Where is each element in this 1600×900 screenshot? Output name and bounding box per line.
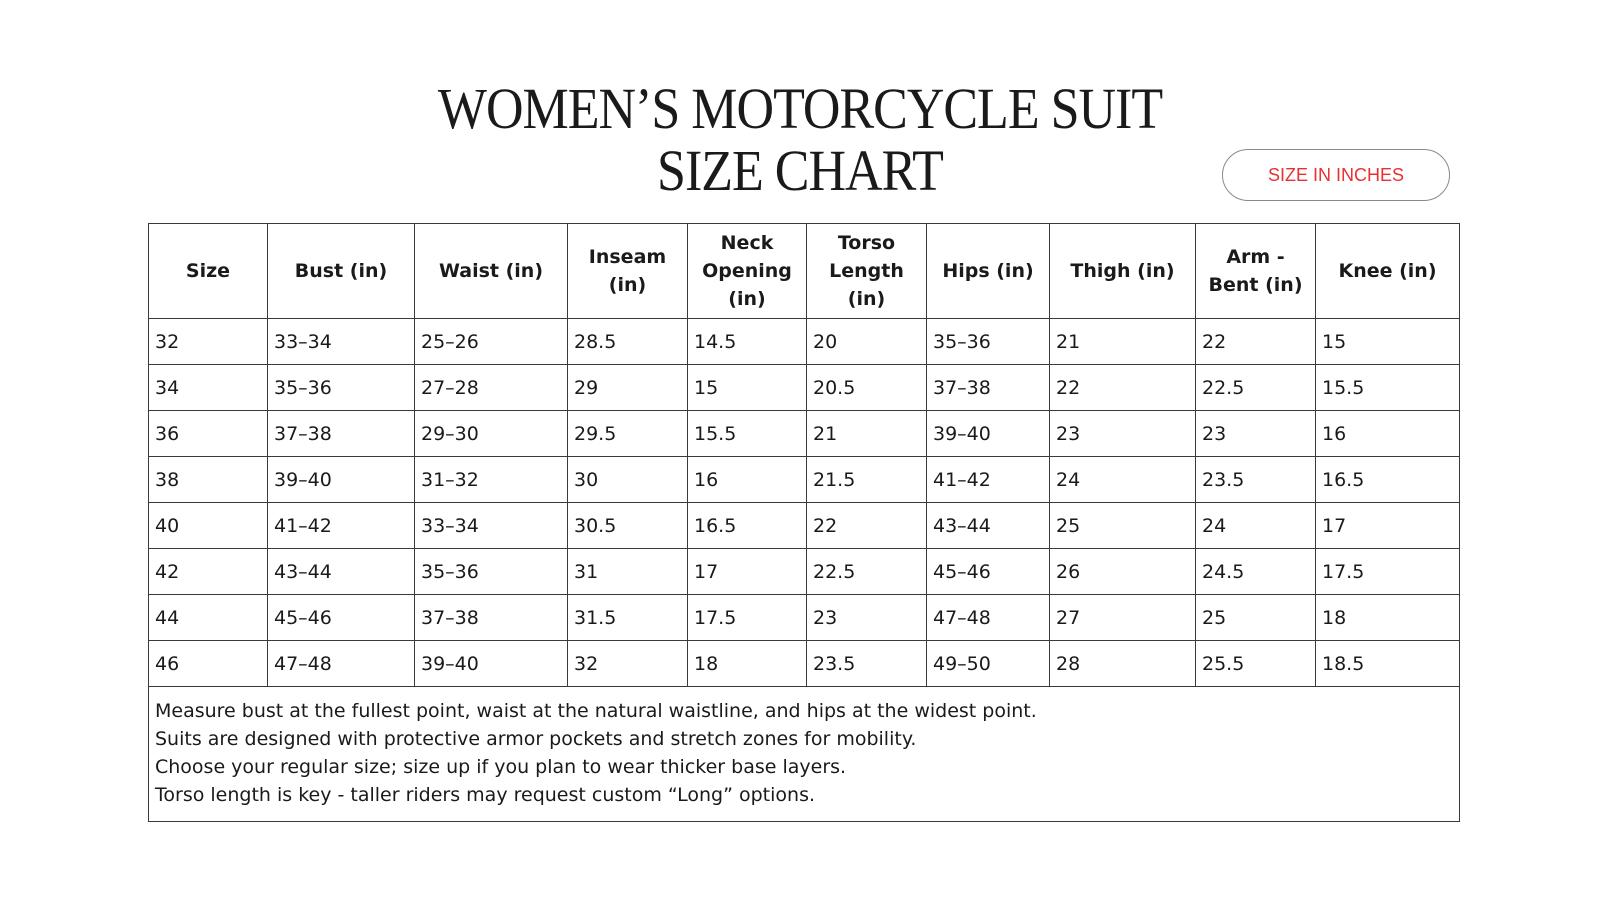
column-header-hips: Hips (in): [927, 224, 1050, 319]
cell-waist: 27–28: [415, 365, 568, 411]
cell-hips: 41–42: [927, 457, 1050, 503]
cell-bust: 35–36: [268, 365, 415, 411]
table-row: [149, 457, 1460, 503]
cell-waist: 39–40: [415, 641, 568, 687]
column-header-bust: Bust (in): [268, 224, 415, 319]
cell-neck-opening: 14.5: [688, 319, 807, 365]
cell-torso-length: 22: [807, 503, 927, 549]
cell-bust: 33–34: [268, 319, 415, 365]
cell-bust: 45–46: [268, 595, 415, 641]
cell-size: 46: [149, 641, 268, 687]
cell-inseam: 29.5: [568, 411, 688, 457]
cell-inseam: 31: [568, 549, 688, 595]
size-chart-table: [148, 223, 1460, 822]
table-header-row: [149, 224, 1460, 319]
cell-torso-length: 20: [807, 319, 927, 365]
table-row: [149, 365, 1460, 411]
cell-torso-length: 23: [807, 595, 927, 641]
cell-bust: 41–42: [268, 503, 415, 549]
cell-knee: 17: [1316, 503, 1460, 549]
cell-size: 42: [149, 549, 268, 595]
cell-waist: 33–34: [415, 503, 568, 549]
table-row: [149, 641, 1460, 687]
column-header-thigh: Thigh (in): [1050, 224, 1196, 319]
cell-thigh: 22: [1050, 365, 1196, 411]
cell-knee: 18.5: [1316, 641, 1460, 687]
cell-thigh: 27: [1050, 595, 1196, 641]
cell-neck-opening: 17.5: [688, 595, 807, 641]
cell-torso-length: 21.5: [807, 457, 927, 503]
cell-neck-opening: 16.5: [688, 503, 807, 549]
cell-inseam: 28.5: [568, 319, 688, 365]
page-title-line-2: SIZE CHART: [657, 139, 943, 204]
cell-thigh: 23: [1050, 411, 1196, 457]
cell-hips: 49–50: [927, 641, 1050, 687]
cell-neck-opening: 15.5: [688, 411, 807, 457]
cell-neck-opening: 15: [688, 365, 807, 411]
cell-thigh: 24: [1050, 457, 1196, 503]
cell-arm-bent: 23: [1196, 411, 1316, 457]
cell-size: 34: [149, 365, 268, 411]
cell-arm-bent: 24: [1196, 503, 1316, 549]
cell-waist: 29–30: [415, 411, 568, 457]
cell-hips: 35–36: [927, 319, 1050, 365]
cell-arm-bent: 22.5: [1196, 365, 1316, 411]
table-row: [149, 503, 1460, 549]
table-row: [149, 319, 1460, 365]
page-title-line-1: WOMEN’S MOTORCYCLE SUIT: [437, 77, 1163, 142]
cell-knee: 17.5: [1316, 549, 1460, 595]
cell-torso-length: 21: [807, 411, 927, 457]
cell-size: 44: [149, 595, 268, 641]
note-line: Choose your regular size; size up if you plan to wear thicker base layers.: [155, 756, 847, 778]
cell-inseam: 31.5: [568, 595, 688, 641]
column-header-knee: Knee (in): [1316, 224, 1460, 319]
cell-arm-bent: 24.5: [1196, 549, 1316, 595]
cell-arm-bent: 23.5: [1196, 457, 1316, 503]
cell-knee: 15: [1316, 319, 1460, 365]
cell-neck-opening: 18: [688, 641, 807, 687]
cell-hips: 47–48: [927, 595, 1050, 641]
cell-thigh: 25: [1050, 503, 1196, 549]
cell-neck-opening: 17: [688, 549, 807, 595]
cell-size: 36: [149, 411, 268, 457]
cell-thigh: 26: [1050, 549, 1196, 595]
column-header-inseam: Inseam (in): [568, 224, 688, 319]
note-line: Suits are designed with protective armor pockets and stretch zones for mobility.: [155, 728, 917, 750]
note-line: Torso length is key - taller riders may request custom “Long” options.: [155, 784, 816, 806]
cell-waist: 31–32: [415, 457, 568, 503]
cell-size: 40: [149, 503, 268, 549]
cell-knee: 15.5: [1316, 365, 1460, 411]
cell-waist: 37–38: [415, 595, 568, 641]
cell-knee: 18: [1316, 595, 1460, 641]
cell-torso-length: 22.5: [807, 549, 927, 595]
cell-knee: 16.5: [1316, 457, 1460, 503]
cell-arm-bent: 22: [1196, 319, 1316, 365]
cell-knee: 16: [1316, 411, 1460, 457]
cell-waist: 25–26: [415, 319, 568, 365]
notes-cell: [149, 687, 1460, 822]
cell-inseam: 32: [568, 641, 688, 687]
cell-neck-opening: 16: [688, 457, 807, 503]
table-row: [149, 411, 1460, 457]
column-header-arm-bent: Arm - Bent (in): [1196, 224, 1316, 319]
notes-row: [149, 687, 1460, 822]
cell-waist: 35–36: [415, 549, 568, 595]
column-header-neck-opening: Neck Opening (in): [688, 224, 807, 319]
cell-arm-bent: 25: [1196, 595, 1316, 641]
cell-hips: 37–38: [927, 365, 1050, 411]
cell-hips: 45–46: [927, 549, 1050, 595]
note-line: Measure bust at the fullest point, waist at the natural waistline, and hips at the widest point.: [155, 700, 1037, 722]
cell-thigh: 28: [1050, 641, 1196, 687]
cell-hips: 39–40: [927, 411, 1050, 457]
cell-torso-length: 20.5: [807, 365, 927, 411]
column-header-torso-length: Torso Length (in): [807, 224, 927, 319]
cell-inseam: 30: [568, 457, 688, 503]
cell-torso-length: 23.5: [807, 641, 927, 687]
cell-bust: 37–38: [268, 411, 415, 457]
cell-bust: 39–40: [268, 457, 415, 503]
cell-arm-bent: 25.5: [1196, 641, 1316, 687]
cell-bust: 47–48: [268, 641, 415, 687]
cell-inseam: 29: [568, 365, 688, 411]
size-chart-table-container: [148, 223, 1459, 822]
cell-size: 38: [149, 457, 268, 503]
cell-bust: 43–44: [268, 549, 415, 595]
cell-thigh: 21: [1050, 319, 1196, 365]
cell-inseam: 30.5: [568, 503, 688, 549]
column-header-waist: Waist (in): [415, 224, 568, 319]
column-header-size: Size: [149, 224, 268, 319]
cell-hips: 43–44: [927, 503, 1050, 549]
cell-size: 32: [149, 319, 268, 365]
unit-badge: SIZE IN INCHES: [1222, 149, 1450, 201]
table-row: [149, 549, 1460, 595]
table-row: [149, 595, 1460, 641]
